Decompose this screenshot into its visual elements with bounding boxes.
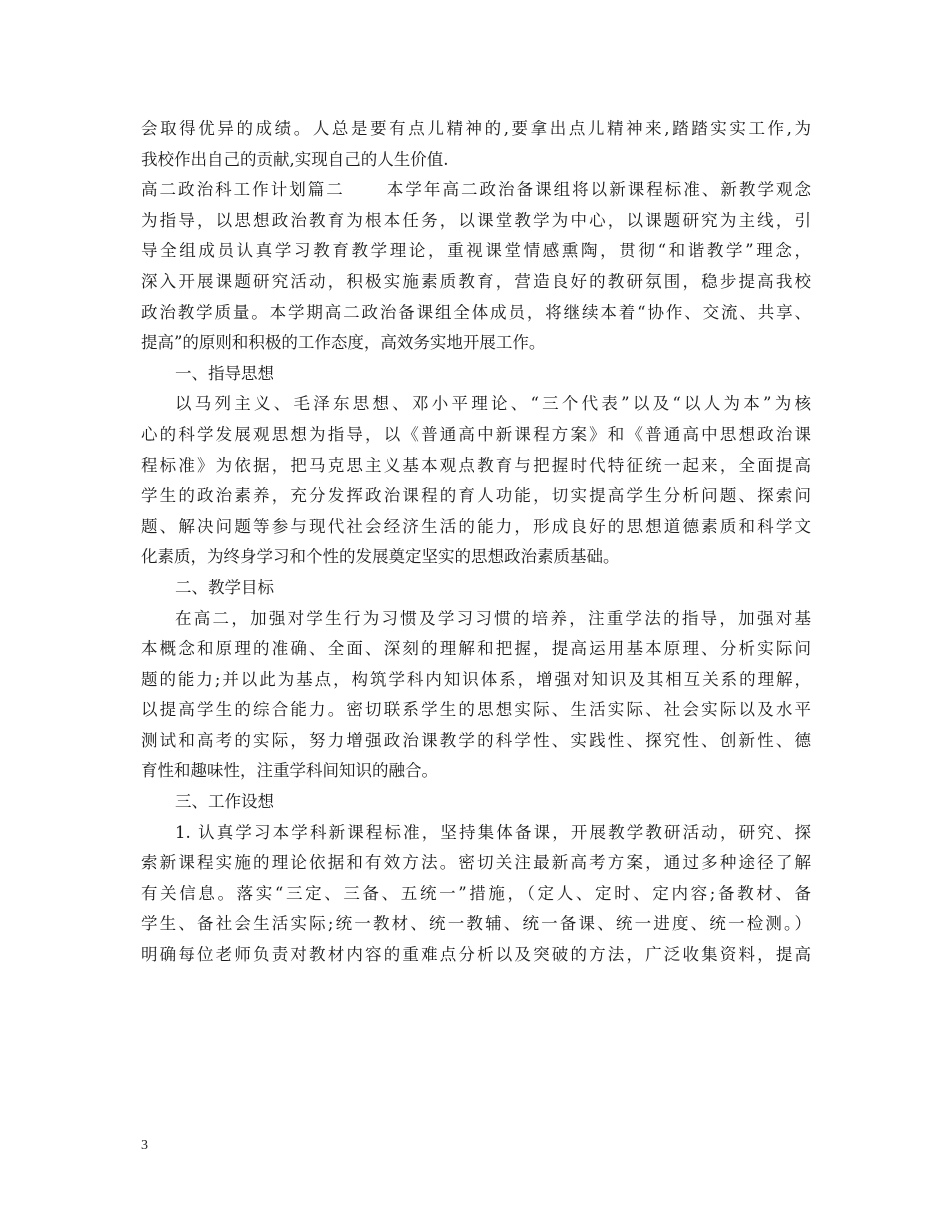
text-line: 化素质，为终身学习和个性的发展奠定坚实的思想政治素质基础。: [141, 547, 620, 567]
text-line: 为指导，以思想政治教育为根本任务，以课堂教学为中心，以课题研究为主线，引: [141, 210, 811, 230]
text-line: 在高二，加强对学生行为习惯及学习习惯的培养，注重学法的指导，加强对基: [175, 608, 811, 628]
text-line: 题、解决问题等参与现代社会经济生活的能力，形成良好的思想道德素质和科学文: [141, 516, 811, 536]
page-number: 3: [141, 1138, 148, 1153]
section-heading: 二、教学目标: [175, 577, 274, 597]
section-heading: 一、指导思想: [175, 363, 274, 383]
text-line: 有关信息。落实“三定、三备、五统一”措施，（定人、定时、定内容;备教材、备: [141, 883, 811, 903]
text-line: 1. 认真学习本学科新课程标准，坚持集体备课，开展教学教研活动，研究、探: [175, 822, 811, 842]
text-line: 会取得优异的成绩。人总是要有点儿精神的,要拿出点儿精神来,踏踏实实工作,为: [141, 119, 811, 138]
section-heading-line: [141, 175, 811, 206]
text-segment: 本学年高二政治备课组将以新课程标准、新教学观念: [384, 180, 812, 200]
text-line: 导全组成员认真学习教育教学理论，重视课堂情感熏陶，贯彻“和谐教学”理念，: [141, 241, 811, 261]
text-line: 索新课程实施的理论依据和有效方法。密切关注最新高考方案，通过多种途径了解: [141, 853, 811, 873]
text-line: 程标准》为依据，把马克思主义基本观点教育与把握时代特征统一起来，全面提高: [141, 455, 811, 475]
text-line: 提高”的原则和积极的工作态度，高效务实地开展工作。: [141, 333, 546, 353]
text-line: 政治教学质量。本学期高二政治备课组全体成员，将继续本着“协作、交流、共享、: [141, 302, 811, 322]
text-line: 深入开展课题研究活动，积极实施素质教育，营造良好的教研氛围，稳步提高我校: [141, 271, 811, 291]
text-line: 学生的政治素养，充分发挥政治课程的育人功能，切实提高学生分析问题、探索问: [141, 486, 811, 506]
text-line: 明确每位老师负责对教材内容的重难点分析以及突破的方法，广泛收集资料，提高: [141, 945, 811, 965]
section-heading: 三、工作设想: [175, 792, 274, 812]
text-line: 以提高学生的综合能力。密切联系学生的思想实际、生活实际、社会实际以及水平: [141, 700, 811, 720]
text-line: 心的科学发展观思想为指导，以《普通高中新课程方案》和《普通高中思想政治课: [141, 424, 811, 444]
text-line: 以马列主义、毛泽东思想、邓小平理论、“三个代表”以及“以人为本”为核: [175, 394, 811, 414]
plan-title: 高二政治科工作计划篇二: [141, 180, 345, 200]
text-line: 测试和高考的实际，努力增强政治课教学的科学性、实践性、探究性、创新性、德: [141, 730, 811, 750]
text-line: 我校作出自己的贡献,实现自己的人生价值.: [141, 149, 449, 169]
text-line: 育性和趣味性，注重学科间知识的融合。: [141, 761, 438, 781]
text-line: 本概念和原理的准确、全面、深刻的理解和把握，提高运用基本原理、分析实际问: [141, 639, 811, 659]
text-line: 题的能力;并以此为基点，构筑学科内知识体系，增强对知识及其相互关系的理解，: [141, 669, 811, 689]
text-line: 学生、备社会生活实际;统一教材、统一教辅、统一备课、统一进度、统一检测。）: [141, 914, 811, 934]
document-body: [141, 114, 811, 971]
